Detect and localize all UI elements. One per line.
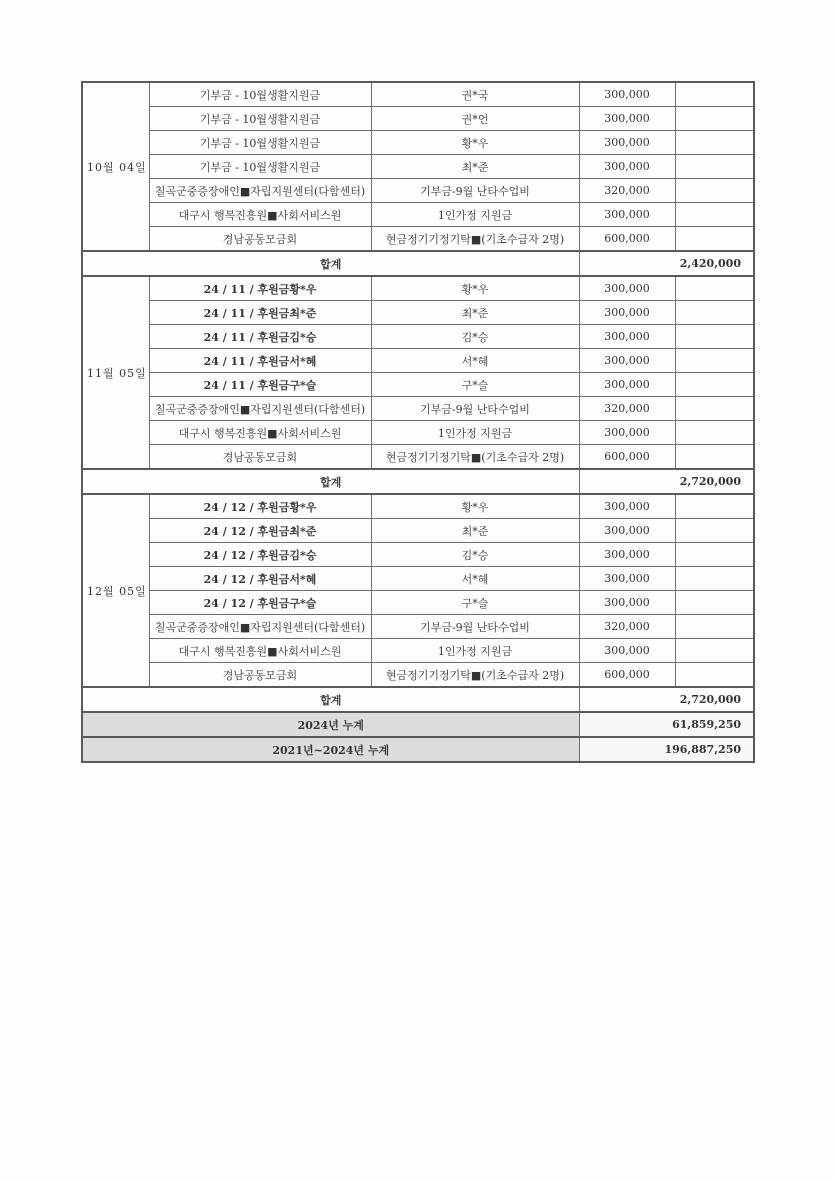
table-row (82, 591, 754, 615)
description-cell: 대구시 행복진흥원■사회서비스원 (149, 639, 371, 663)
table-row (82, 445, 754, 470)
amount-cell: 300,000 (579, 107, 675, 131)
summary-row-2021-2024 (82, 737, 754, 762)
table-row (82, 639, 754, 663)
amount-cell: 600,000 (579, 663, 675, 688)
donor-cell: 황*우 (371, 276, 579, 301)
amount-cell: 300,000 (579, 494, 675, 519)
blank-cell (675, 301, 754, 325)
blank-cell (675, 615, 754, 639)
amount-cell: 300,000 (579, 203, 675, 227)
description-cell: 24 / 12 / 후원금서*혜 (149, 567, 371, 591)
description-cell: 24 / 11 / 후원금최*준 (149, 301, 371, 325)
blank-cell (675, 639, 754, 663)
section-total-row (82, 251, 754, 276)
donor-cell: 1인가정 지원금 (371, 421, 579, 445)
donation-ledger-table (81, 81, 755, 763)
table-row (82, 276, 754, 301)
section-total-label: 합계 (82, 469, 579, 494)
description-cell: 24 / 12 / 후원금구*슬 (149, 591, 371, 615)
blank-cell (675, 519, 754, 543)
table-row (82, 227, 754, 252)
date-cell: 12월 05일 (82, 494, 149, 687)
description-cell: 기부금 - 10월생활지원금 (149, 131, 371, 155)
amount-cell: 300,000 (579, 639, 675, 663)
amount-cell: 300,000 (579, 543, 675, 567)
table-row (82, 82, 754, 107)
donor-cell: 기부금-9월 난타수업비 (371, 179, 579, 203)
table-row (82, 179, 754, 203)
description-cell: 24 / 11 / 후원금김*승 (149, 325, 371, 349)
donor-cell: 현금정기기정기탁■(기초수급자 2명) (371, 227, 579, 252)
description-cell: 24 / 12 / 후원금최*준 (149, 519, 371, 543)
section-total-amount: 2,720,000 (579, 687, 754, 712)
table-row (82, 325, 754, 349)
table-row (82, 301, 754, 325)
blank-cell (675, 445, 754, 470)
blank-cell (675, 567, 754, 591)
summary-2021-2024-amount: 196,887,250 (579, 737, 754, 762)
description-cell: 칠곡군중증장애인■자립지원센터(다함센터) (149, 179, 371, 203)
blank-cell (675, 663, 754, 688)
table-row (82, 107, 754, 131)
description-cell: 24 / 11 / 후원금서*혜 (149, 349, 371, 373)
donor-cell: 김*승 (371, 543, 579, 567)
amount-cell: 300,000 (579, 325, 675, 349)
amount-cell: 300,000 (579, 373, 675, 397)
table-row (82, 397, 754, 421)
date-cell: 11월 05일 (82, 276, 149, 469)
date-cell: 10월 04일 (82, 82, 149, 251)
table-row (82, 349, 754, 373)
amount-cell: 600,000 (579, 227, 675, 252)
description-cell: 칠곡군중증장애인■자립지원센터(다함센터) (149, 615, 371, 639)
amount-cell: 300,000 (579, 131, 675, 155)
amount-cell: 300,000 (579, 276, 675, 301)
donor-cell: 1인가정 지원금 (371, 203, 579, 227)
blank-cell (675, 82, 754, 107)
summary-2024-amount: 61,859,250 (579, 712, 754, 737)
description-cell: 24 / 12 / 후원금김*승 (149, 543, 371, 567)
section-total-row (82, 687, 754, 712)
donor-cell: 현금정기기정기탁■(기초수급자 2명) (371, 445, 579, 470)
table-row (82, 131, 754, 155)
donor-cell: 기부금-9월 난타수업비 (371, 397, 579, 421)
donor-cell: 최*준 (371, 301, 579, 325)
donor-cell: 최*준 (371, 519, 579, 543)
amount-cell: 300,000 (579, 519, 675, 543)
section-total-row (82, 469, 754, 494)
summary-row-2024 (82, 712, 754, 737)
amount-cell: 300,000 (579, 349, 675, 373)
amount-cell: 300,000 (579, 567, 675, 591)
description-cell: 대구시 행복진흥원■사회서비스원 (149, 203, 371, 227)
donor-cell: 구*슬 (371, 591, 579, 615)
description-cell: 경남공동모금회 (149, 227, 371, 252)
table-row (82, 494, 754, 519)
summary-2024-label: 2024년 누계 (82, 712, 579, 737)
donor-cell: 권*국 (371, 82, 579, 107)
blank-cell (675, 227, 754, 252)
amount-cell: 300,000 (579, 82, 675, 107)
blank-cell (675, 494, 754, 519)
description-cell: 대구시 행복진흥원■사회서비스원 (149, 421, 371, 445)
amount-cell: 300,000 (579, 155, 675, 179)
amount-cell: 320,000 (579, 615, 675, 639)
blank-cell (675, 591, 754, 615)
description-cell: 기부금 - 10월생활지원금 (149, 82, 371, 107)
description-cell: 경남공동모금회 (149, 445, 371, 470)
blank-cell (675, 421, 754, 445)
blank-cell (675, 543, 754, 567)
table-row (82, 373, 754, 397)
table-row (82, 421, 754, 445)
amount-cell: 300,000 (579, 301, 675, 325)
table-row (82, 615, 754, 639)
section-total-label: 합계 (82, 687, 579, 712)
amount-cell: 320,000 (579, 179, 675, 203)
amount-cell: 300,000 (579, 421, 675, 445)
donor-cell: 황*우 (371, 494, 579, 519)
donor-cell: 1인가정 지원금 (371, 639, 579, 663)
donor-cell: 황*우 (371, 131, 579, 155)
blank-cell (675, 179, 754, 203)
blank-cell (675, 131, 754, 155)
blank-cell (675, 107, 754, 131)
donor-cell: 김*승 (371, 325, 579, 349)
blank-cell (675, 349, 754, 373)
description-cell: 24 / 11 / 후원금황*우 (149, 276, 371, 301)
section-total-amount: 2,720,000 (579, 469, 754, 494)
donor-cell: 구*슬 (371, 373, 579, 397)
description-cell: 기부금 - 10월생활지원금 (149, 107, 371, 131)
blank-cell (675, 325, 754, 349)
amount-cell: 600,000 (579, 445, 675, 470)
table-row (82, 543, 754, 567)
section-total-label: 합계 (82, 251, 579, 276)
description-cell: 칠곡군중증장애인■자립지원센터(다함센터) (149, 397, 371, 421)
donor-cell: 서*혜 (371, 349, 579, 373)
table-row (82, 519, 754, 543)
blank-cell (675, 373, 754, 397)
donor-cell: 서*혜 (371, 567, 579, 591)
description-cell: 24 / 11 / 후원금구*슬 (149, 373, 371, 397)
table-row (82, 567, 754, 591)
blank-cell (675, 276, 754, 301)
table-row (82, 663, 754, 688)
amount-cell: 320,000 (579, 397, 675, 421)
description-cell: 경남공동모금회 (149, 663, 371, 688)
description-cell: 24 / 12 / 후원금황*우 (149, 494, 371, 519)
donor-cell: 최*준 (371, 155, 579, 179)
summary-2021-2024-label: 2021년~2024년 누계 (82, 737, 579, 762)
blank-cell (675, 203, 754, 227)
table-row (82, 155, 754, 179)
description-cell: 기부금 - 10월생활지원금 (149, 155, 371, 179)
blank-cell (675, 155, 754, 179)
table-row (82, 203, 754, 227)
donor-cell: 기부금-9월 난타수업비 (371, 615, 579, 639)
amount-cell: 300,000 (579, 591, 675, 615)
donor-cell: 권*언 (371, 107, 579, 131)
blank-cell (675, 397, 754, 421)
donor-cell: 현금정기기정기탁■(기초수급자 2명) (371, 663, 579, 688)
section-total-amount: 2,420,000 (579, 251, 754, 276)
